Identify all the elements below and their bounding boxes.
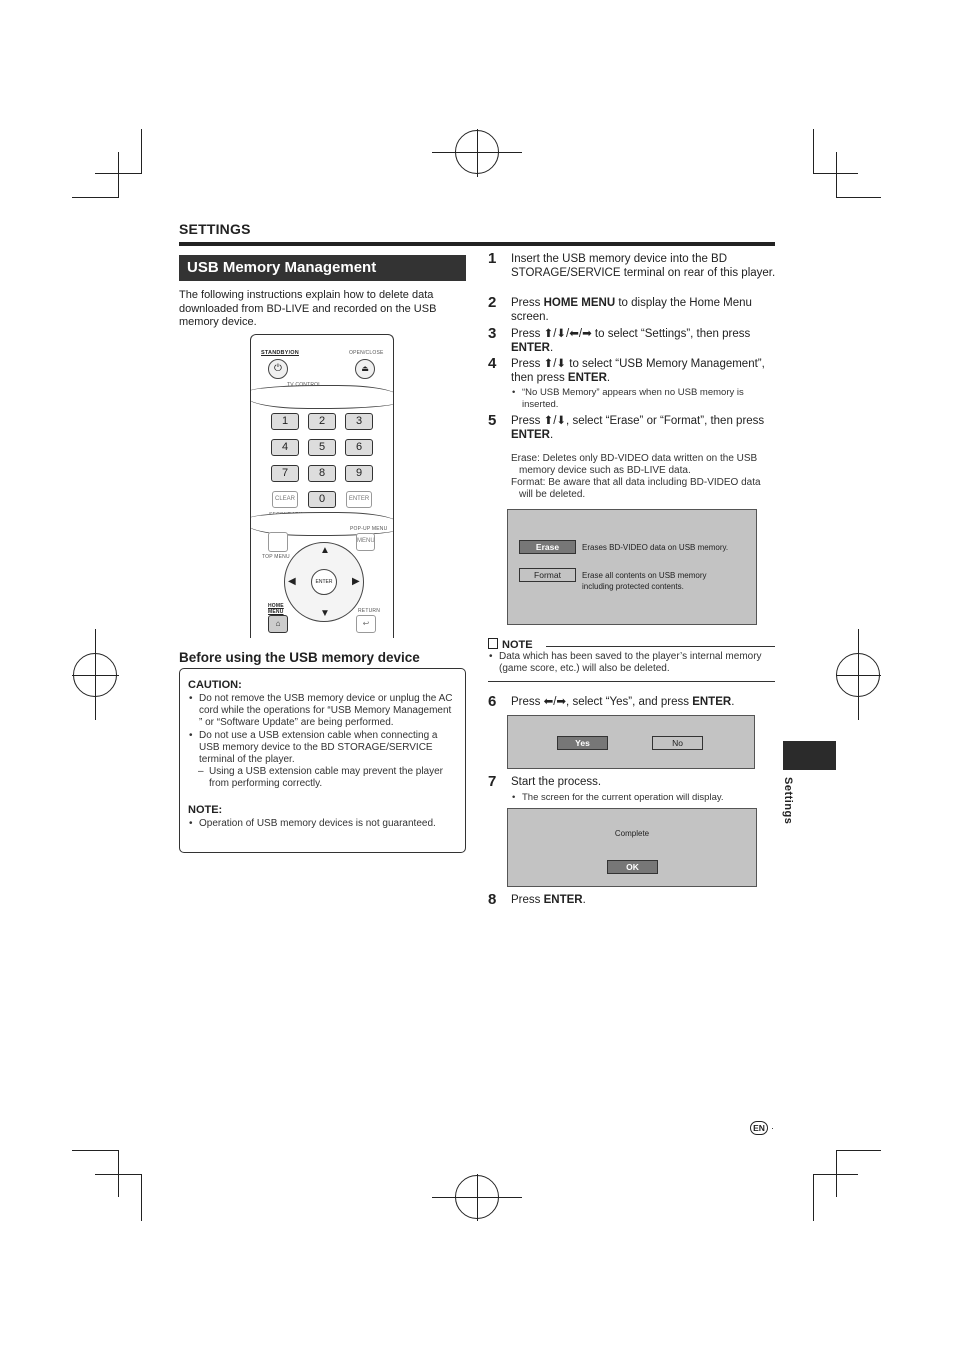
step-key: ENTER (543, 894, 583, 906)
step-text: . (731, 696, 735, 708)
crop-mark (813, 1174, 814, 1221)
caution-item: • Do not use a USB extension cable when connecting a USB memory device to the BD STORAGE/SERVICE terminal of the player. (188, 730, 457, 766)
step-1 (488, 250, 778, 280)
format-option[interactable]: Format (519, 568, 576, 582)
confirm-screen (507, 715, 755, 769)
step-key: ENTER (511, 341, 550, 354)
return-label: RETURN (358, 608, 381, 614)
remote-control-illustration (250, 334, 394, 638)
step-number: 2 (488, 294, 497, 311)
step-text: Press (511, 894, 544, 906)
home-menu-label: HOME MENU (268, 603, 284, 615)
step-6 (488, 693, 778, 710)
key-9: 9 (345, 465, 373, 482)
usb-management-screen (507, 509, 757, 625)
enter-key: ENTER (311, 569, 337, 595)
crop-mark (95, 1174, 142, 1175)
section-tab-label: Settings (782, 777, 794, 825)
step-text: Press ⬅/➡, select “Yes”, and press (511, 696, 693, 708)
crop-mark (813, 173, 858, 174)
crop-mark (836, 675, 881, 676)
step-key: HOME MENU (543, 297, 616, 309)
step-key: ENTER (511, 428, 550, 441)
intro-text: The following instructions explain how to delete data downloaded from BD-LIVE and recorded on the USB memory device. (179, 289, 437, 328)
crop-mark (813, 129, 814, 173)
step-text: Press ⬆/⬇ to select “USB Memory Management”, then press (511, 358, 765, 384)
crop-mark (836, 197, 881, 198)
step-3 (488, 325, 778, 355)
popup-menu-label: POP-UP MENU (350, 526, 388, 532)
ok-button[interactable]: OK (607, 860, 658, 874)
step-number: 4 (488, 355, 497, 372)
crop-mark (141, 129, 142, 173)
home-icon: ⌂ (268, 615, 288, 633)
step-subnote: • “No USB Memory” appears when no USB memory is inserted. (511, 387, 778, 411)
key-4: 4 (271, 439, 299, 456)
key-0: 0 (308, 491, 336, 508)
format-option-desc: Erase all contents on USB memory including protected contents. (582, 571, 707, 591)
top-menu-label: TOP MENU (262, 554, 290, 560)
crop-mark (813, 1174, 858, 1175)
step-number: 6 (488, 693, 497, 710)
format-description: Format: Be aware that all data including BD-VIDEO data will be deleted. (511, 477, 761, 500)
arrow-down-icon: ▼ (320, 608, 330, 619)
key-8: 8 (308, 465, 336, 482)
caution-note-item: • Operation of USB memory devices is not guaranteed. (188, 818, 457, 830)
dpad (284, 542, 364, 622)
crop-mark (118, 152, 119, 197)
yes-button[interactable]: Yes (557, 736, 608, 750)
caution-item: • Do not remove the USB memory device or unplug the AC cord while the operations for “USB Memory Management ” or “Software Update” are being performed. (188, 693, 457, 729)
step-number: 8 (488, 891, 497, 908)
step-text: to display the Home Menu screen. (511, 297, 752, 323)
key-3: 3 (345, 413, 373, 430)
step-key: ENTER (567, 371, 607, 384)
note-heading (488, 638, 775, 651)
key-5: 5 (308, 439, 336, 456)
step-text: . (549, 341, 554, 354)
step-text: Insert the USB memory device into the BD STORAGE/SERVICE terminal on rear of this player. (511, 253, 776, 279)
step-text: . (549, 428, 554, 441)
page-title: USB Memory Management (179, 255, 466, 281)
crop-mark (836, 1150, 881, 1151)
step-text: Press ⬆/⬇/⬅/➡ to select “Settings”, then press (511, 328, 751, 340)
step-number: 7 (488, 773, 497, 790)
note-heading-text: NOTE (502, 639, 533, 651)
crop-mark (836, 152, 837, 197)
enter-key-small: ENTER (346, 491, 372, 508)
crop-mark (72, 1150, 119, 1151)
note-item: • Data which has been saved to the player’s internal memory (game score, etc.) will also be deleted. (488, 651, 776, 675)
step-key: ENTER (692, 696, 732, 708)
complete-text: Complete (614, 829, 650, 838)
arrow-right-icon: ▶ (352, 576, 360, 587)
menu-key: MENU (356, 533, 375, 551)
crop-mark (95, 173, 142, 174)
step-7 (488, 773, 778, 804)
step-5 (488, 412, 778, 442)
step-4 (488, 355, 778, 411)
section-label: SETTINGS (179, 221, 251, 237)
crop-mark (477, 129, 478, 177)
header-rule (179, 242, 775, 246)
caution-heading: CAUTION: (188, 679, 242, 691)
arrow-up-icon: ▲ (320, 545, 330, 556)
crop-mark (432, 1197, 522, 1198)
before-using-heading: Before using the USB memory device (179, 650, 420, 665)
erase-option[interactable]: Erase (519, 540, 576, 554)
erase-option-desc: Erases BD-VIDEO data on USB memory. (582, 543, 729, 552)
power-icon: ⏻ (268, 359, 288, 379)
step-text: Press (511, 297, 544, 309)
no-button[interactable]: No (652, 736, 703, 750)
step-text: . (582, 894, 586, 906)
caution-box (179, 668, 466, 853)
step-8 (488, 891, 778, 908)
complete-screen (507, 808, 757, 887)
page-number-suffix: · (771, 1123, 774, 1133)
step-2 (488, 294, 778, 324)
key-7: 7 (271, 465, 299, 482)
crop-mark (432, 152, 522, 153)
step-number: 5 (488, 412, 497, 429)
step-text: Press ⬆/⬇, select “Erase” or “Format”, then press (511, 415, 765, 427)
clear-key: CLEAR (272, 491, 298, 508)
return-icon: ↩ (356, 615, 376, 633)
step-text: Start the process. (511, 776, 602, 788)
step-subnote: • The screen for the current operation will display. (511, 792, 778, 804)
section-tab (783, 741, 836, 770)
caution-dash-item: – Using a USB extension cable may prevent the player from performing correctly. (188, 766, 457, 790)
key-6: 6 (345, 439, 373, 456)
language-badge: EN (750, 1121, 768, 1135)
crop-mark (72, 675, 119, 676)
note-end-rule (488, 681, 775, 682)
standby-label: STANDBY/ON (261, 350, 299, 356)
erase-description: Erase: Deletes only BD-VIDEO data written on the USB memory device such as BD-LIVE data. (511, 453, 758, 476)
crop-mark (72, 197, 119, 198)
step-number: 3 (488, 325, 497, 342)
open-close-label: OPEN/CLOSE (349, 350, 384, 356)
eject-icon: ⏏ (355, 359, 375, 379)
caution-note-heading: NOTE: (188, 804, 223, 816)
arrow-left-icon: ◀ (288, 576, 296, 587)
crop-mark (141, 1174, 142, 1221)
key-1: 1 (271, 413, 299, 430)
step-number: 1 (488, 250, 497, 267)
remote-cut-wave (250, 385, 394, 409)
key-2: 2 (308, 413, 336, 430)
note-rule (546, 646, 775, 647)
step-text: . (606, 371, 611, 384)
erase-format-description (511, 453, 776, 501)
note-icon (488, 638, 498, 649)
top-menu-key (268, 532, 288, 552)
